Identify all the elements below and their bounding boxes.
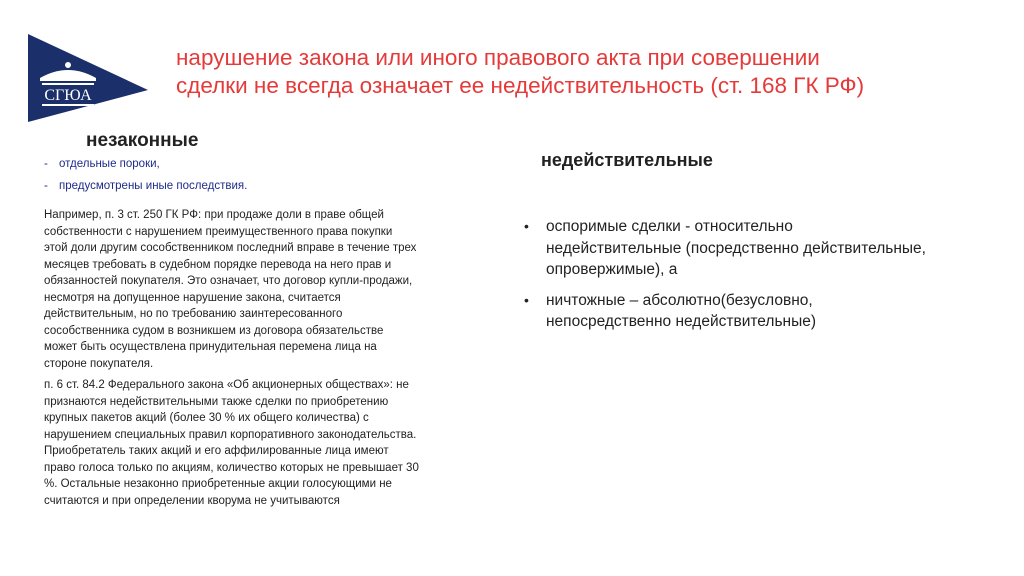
text-line: Например, п. 3 ст. 250 ГК РФ: при продаже доли в праве общей xyxy=(44,209,384,221)
text-line: может быть осуществлена принудительная перемена лица на xyxy=(44,341,377,353)
text-line: право голоса только по акциям, количество которых не превышает 30 xyxy=(44,461,419,474)
bullet-item xyxy=(44,158,247,180)
text-line: несмотря на допущенное нарушение закона, считается xyxy=(44,291,341,304)
bullet-text: предусмотрены иные последствия. xyxy=(59,180,248,192)
text-line: недействительные (посредственно действительные, xyxy=(546,239,926,257)
text-line: ничтожные – абсолютно(безусловно, xyxy=(546,291,813,309)
bullet-icon: • xyxy=(524,291,529,308)
dash-icon: - xyxy=(44,158,48,170)
heading-illegal: незаконные xyxy=(86,130,199,151)
text-line: непосредственно недействительные) xyxy=(546,313,817,330)
text-line: Приобретатель таких акций и его аффилированные лица имеют xyxy=(44,445,389,457)
list-item xyxy=(524,290,926,333)
text-line: месяцев требовать в судебном порядке перевода на него прав и xyxy=(44,258,392,271)
slide-title xyxy=(176,44,996,100)
sgyua-logo xyxy=(28,34,148,122)
bullet-item xyxy=(44,180,247,202)
invalid-list xyxy=(524,216,926,342)
logo-text: СГЮА xyxy=(44,87,92,104)
text-line: нарушением специальных правил корпоративного законодательства. xyxy=(44,428,417,441)
text-line: стороне покупателя. xyxy=(44,357,154,370)
text-line: п. 6 ст. 84.2 Федерального закона «Об акционерных обществах»: не xyxy=(44,379,409,391)
text-line: действительным, но по требованию заинтересованного xyxy=(44,308,343,320)
title-line: нарушение закона или иного правового акта при совершении xyxy=(176,45,820,70)
bullet-icon: • xyxy=(524,218,529,234)
bullet-text: отдельные пороки, xyxy=(59,158,160,170)
text-line: считаются и при определении кворума не учитываются xyxy=(44,494,340,507)
text-line: собственности с нарушением преимущественного права покупки xyxy=(44,225,393,238)
example-paragraph-1 xyxy=(44,207,416,372)
list-item xyxy=(524,216,926,281)
text-line: сособственника судом в возникшем из договора обязательстве xyxy=(44,324,384,337)
title-line: сделки не всегда означает ее недействительность (ст. 168 ГК РФ) xyxy=(176,73,865,98)
text-line: крупных пакетов акций (более 30 % их общего количества) с xyxy=(44,412,369,424)
text-line: этой доли другим сособственником последний вправе в течение трех xyxy=(44,242,417,254)
text-line: признаются недействительными также сделки по приобретению xyxy=(44,395,389,408)
heading-invalid: недействительные xyxy=(541,150,713,170)
illegal-bullets xyxy=(44,158,247,202)
text-line: обязанностей покупателя. Это означает, что договор купли-продажи, xyxy=(44,275,413,287)
example-paragraph-2 xyxy=(44,377,419,509)
text-line: %. Остальные незаконно приобретенные акции голосующими не xyxy=(44,478,392,490)
text-line: опровержимые), а xyxy=(546,261,678,278)
text-line: оспоримые сделки - относительно xyxy=(546,218,793,235)
dash-icon: - xyxy=(44,180,48,192)
